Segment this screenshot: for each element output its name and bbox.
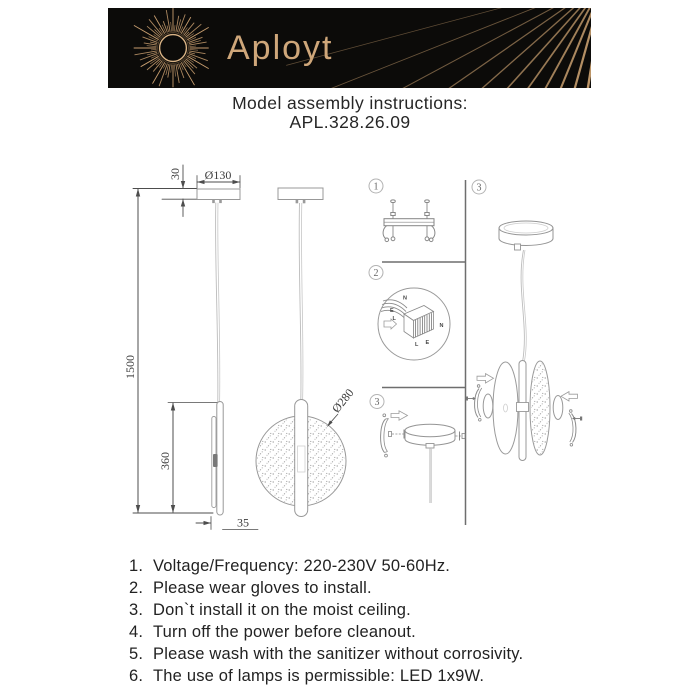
item-text: Don`t install it on the moist ceiling. <box>153 600 411 619</box>
list-item <box>129 600 523 622</box>
wiring-label-l: L <box>392 316 396 322</box>
dim-canopy-diameter: Ø130 <box>204 168 232 182</box>
wiring-label-n: N <box>439 323 444 329</box>
item-number: 2. <box>129 578 144 597</box>
item-text: Turn off the power before cleanout. <box>153 622 416 641</box>
final-assembly-diagram <box>466 180 582 461</box>
instruction-list <box>129 556 523 687</box>
item-number: 3. <box>129 600 144 619</box>
wiring-label-e: E <box>390 308 394 314</box>
list-item <box>129 666 523 688</box>
list-item <box>129 644 523 666</box>
page-title: Model assembly instructions: <box>232 93 468 113</box>
item-number: 6. <box>129 666 144 685</box>
wiring-label-n: N <box>403 295 407 302</box>
arrow-right-icon <box>477 374 494 383</box>
wiring-label-e: E <box>425 340 430 346</box>
arrow-right-icon <box>391 411 408 420</box>
dim-body-height: 360 <box>158 452 172 470</box>
side-view-drawing <box>123 165 258 530</box>
list-item <box>129 622 523 644</box>
list-item <box>129 578 523 600</box>
arrow-left-icon <box>561 392 578 401</box>
dim-canopy-height: 30 <box>168 168 182 180</box>
item-text: Please wash with the sanitizer without corrosivity. <box>153 644 524 663</box>
item-number: 1. <box>129 557 144 575</box>
step-3-diagram <box>370 395 465 504</box>
step-3-badge: 3 <box>374 396 380 408</box>
dim-drop-length: 1500 <box>123 355 137 379</box>
step-1-badge: 1 <box>373 181 379 193</box>
step-2-badge: 2 <box>373 267 379 279</box>
item-number: 5. <box>129 644 144 663</box>
item-text: Voltage/Frequency: 220-230V 50-60Hz. <box>153 557 451 575</box>
step-3-final-badge: 3 <box>476 182 482 194</box>
dim-disc-diameter: Ø280 <box>328 385 357 416</box>
dim-body-width: 35 <box>237 515 249 530</box>
item-number: 4. <box>129 622 144 641</box>
item-text: The use of lamps is permissible: LED 1x9W. <box>153 666 485 685</box>
wiring-label-l: L <box>415 342 419 348</box>
front-view-drawing <box>256 188 357 517</box>
brand-logo-text: Aployt <box>227 29 334 67</box>
step-1-diagram <box>369 179 435 242</box>
list-item <box>129 556 523 578</box>
step-2-diagram <box>369 266 450 361</box>
item-text: Please wear gloves to install. <box>153 578 372 597</box>
model-number: APL.328.26.09 <box>289 112 411 132</box>
